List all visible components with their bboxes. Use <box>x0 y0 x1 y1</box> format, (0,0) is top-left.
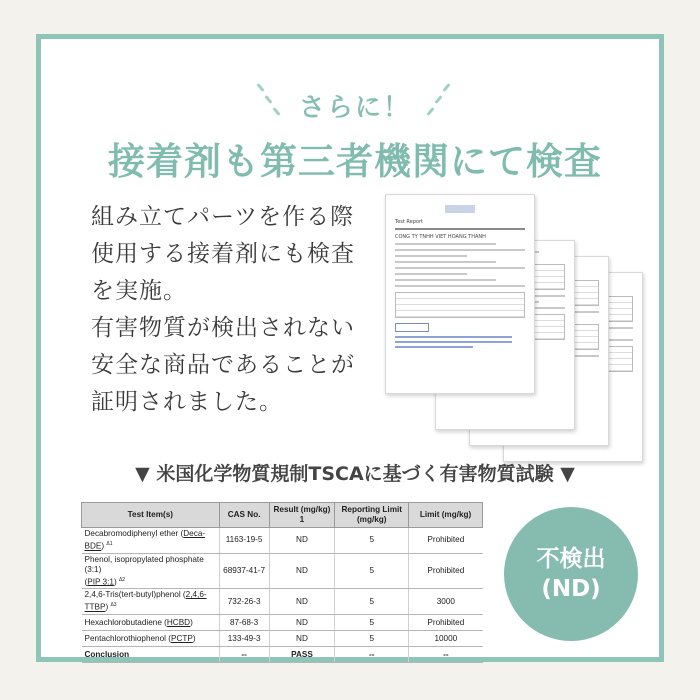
table-row <box>82 589 483 615</box>
cell-cas: 87-68-3 <box>219 615 269 631</box>
description-line: 組み立てパーツを作る際 <box>91 204 355 230</box>
cell-test-item: Decabromodiphenyl ether (Deca- BDE) $^{\Delta 1}$ <box>82 528 220 554</box>
column-header-cas: CAS No. <box>219 503 269 528</box>
cell-result: ND <box>269 615 335 631</box>
headline: 接着剤も第三者機関にて検査 <box>108 140 602 183</box>
badge-line-2: (ND) <box>541 576 601 602</box>
description-line: を実施。 <box>91 278 187 304</box>
cell-reporting-limit: 5 <box>335 631 409 647</box>
description-text <box>91 199 391 421</box>
cell-result: ND <box>269 631 335 647</box>
cell-test-item: Phenol, isopropylated phosphate (3:1) (PIP 3:1) $^{\Delta 2}$ <box>82 553 220 589</box>
cell-result: ND <box>269 553 335 589</box>
cell-reporting-limit: 5 <box>335 553 409 589</box>
column-header-result: Result (mg/kg) 1 <box>269 503 335 528</box>
cell-reporting-limit: 5 <box>335 589 409 615</box>
report-sheet-1 <box>385 194 535 394</box>
table-row <box>82 528 483 554</box>
cell-result: ND <box>269 528 335 554</box>
cell-conclusion-rl: -- <box>335 647 409 663</box>
cell-result: ND <box>269 589 335 615</box>
description-line: 使用する接着剤にも検査 <box>91 241 355 267</box>
cell-conclusion-limit: -- <box>409 647 483 663</box>
column-header-test-item: Test Item(s) <box>82 503 220 528</box>
description-line: 有害物質が検出されない <box>91 315 355 341</box>
cell-test-item: Pentachlorothiophenol (PCTP) <box>82 631 220 647</box>
test-report-documents <box>385 194 650 434</box>
column-header-limit: Limit (mg/kg) <box>409 503 483 528</box>
table-row <box>82 631 483 647</box>
results-table <box>81 502 483 663</box>
cell-reporting-limit: 5 <box>335 528 409 554</box>
cell-conclusion-cas: -- <box>219 647 269 663</box>
badge-line-1: 不検出 <box>536 546 606 572</box>
table-row <box>82 553 483 589</box>
report-header-title: Test Report <box>395 219 424 225</box>
content-frame <box>36 34 664 662</box>
cell-test-item: 2,4,6-Tris(tert-butyl)phenol (2,4,6- TTBP) $^{\Delta 3}$ <box>82 589 220 615</box>
cell-limit: Prohibited <box>409 615 483 631</box>
cell-limit: Prohibited <box>409 528 483 554</box>
section-title: ▼ 米国化学物質規制TSCAに基づく有害物質試験 ▼ <box>135 463 575 485</box>
cell-limit: 10000 <box>409 631 483 647</box>
table-row <box>82 615 483 631</box>
table-header-row <box>82 503 483 528</box>
subheading: さらに！ <box>298 93 411 123</box>
cell-limit: 3000 <box>409 589 483 615</box>
cell-cas: 133-49-3 <box>219 631 269 647</box>
not-detected-badge <box>504 507 638 641</box>
cell-reporting-limit: 5 <box>335 615 409 631</box>
cell-conclusion-result: PASS <box>269 647 335 663</box>
cell-test-item: Hexachlorobutadiene (HCBD) <box>82 615 220 631</box>
cell-cas: 1163-19-5 <box>219 528 269 554</box>
cell-cas: 732-26-3 <box>219 589 269 615</box>
report-company-name: CONG TY TNHH VIET HOANG THANH <box>395 234 486 240</box>
description-line: 証明されました。 <box>91 389 283 415</box>
cell-conclusion-label: Conclusion <box>82 647 220 663</box>
column-header-reporting-limit: Reporting Limit (mg/kg) <box>335 503 409 528</box>
cell-cas: 68937-41-7 <box>219 553 269 589</box>
description-line: 安全な商品であることが <box>91 352 355 378</box>
conclusion-row <box>82 647 483 663</box>
cell-limit: Prohibited <box>409 553 483 589</box>
